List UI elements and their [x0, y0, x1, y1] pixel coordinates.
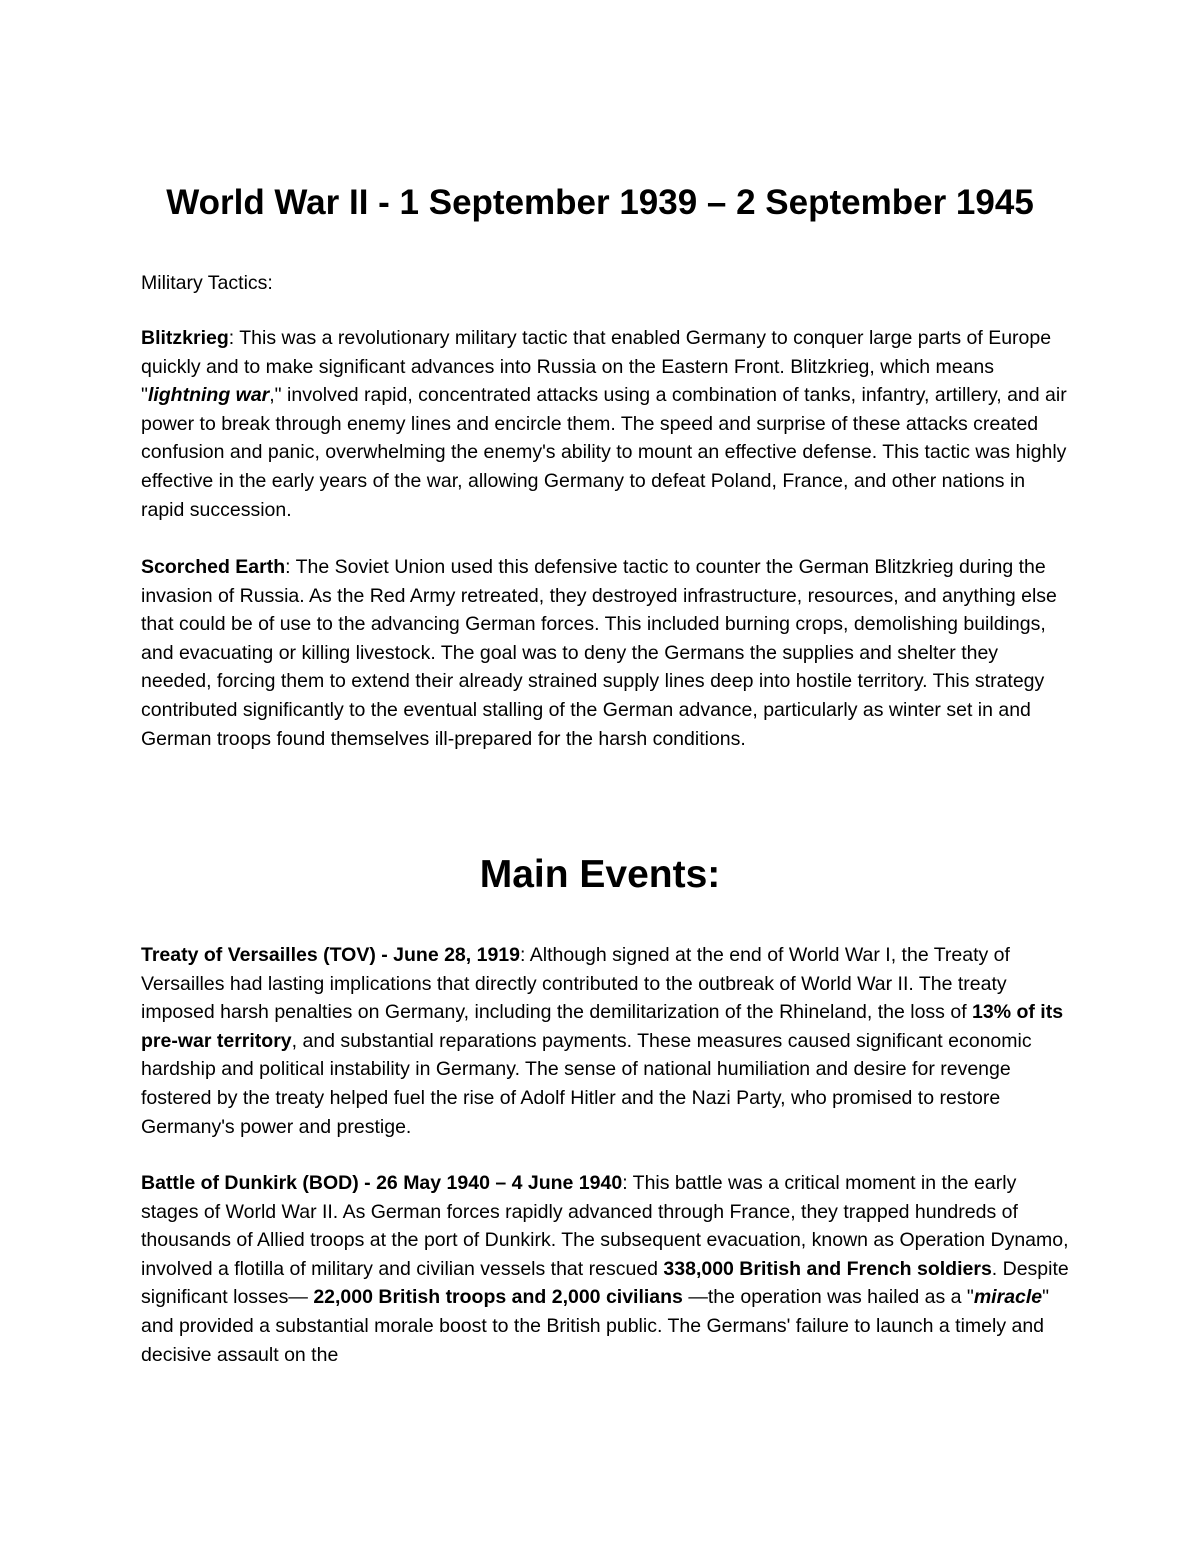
bod-text-4: " and provided a substantial morale boost to the British public. The Germans' failure to launch a timely and decisive assault on the — [141, 1286, 1050, 1366]
tov-bold-1: 13% of its pre-war territory — [141, 1001, 1064, 1052]
bod-bold-1: 338,000 British and French soldiers — [663, 1257, 992, 1280]
bod-text-3: —the operation was hailed as a " — [682, 1286, 974, 1309]
battle-of-dunkirk-paragraph — [141, 1169, 1071, 1369]
military-tactics-label: Military Tactics: — [141, 272, 273, 294]
blitzkrieg-text-2: ," involved rapid, concentrated attacks using a combination of tanks, infantry, artillery, and air power to break through enemy lines and encircle them. The speed and surprise of these attacks created confusion and panic, overwhelming the enemy's ability to mount an effective defense. This tactic was highly effective in the early years of the war, allowing Germany to defeat Poland, France, and other nations in rapid succession. — [141, 384, 1067, 521]
treaty-of-versailles-paragraph — [141, 941, 1071, 1141]
blitzkrieg-text-1: : This was a revolutionary military tactic that enabled Germany to conquer large parts of Europe quickly and to make significant advances into Russia on the Eastern Front. Blitzkrieg, which means " — [141, 327, 1052, 407]
scorched-earth-term: Scorched Earth — [141, 556, 286, 578]
blitzkrieg-term: Blitzkrieg — [141, 327, 229, 349]
bod-emphasis: miracle — [973, 1286, 1043, 1309]
scorched-earth-paragraph — [141, 553, 1071, 753]
scorched-earth-text: : The Soviet Union used this defensive tactic to counter the German Blitzkrieg during the invasion of Russia. As the Red Army retreated, they destroyed infrastructure, resources, and anything else that could be of use to the advancing German forces. This included burning crops, demolishing buildings, and evacuating or killing livestock. The goal was to deny the Germans the supplies and shelter they needed, forcing them to extend their already strained supply lines deep into hostile territory. This strategy contributed significantly to the eventual stalling of the German advance, particularly as winter set in and German troops found themselves ill-prepared for the harsh conditions. — [141, 556, 1057, 750]
tov-text-2: , and substantial reparations payments. These measures caused significant economic hardship and political instability in Germany. The sense of national humiliation and desire for revenge fostered by the treaty helped fuel the rise of Adolf Hitler and the Nazi Party, who promised to restore Germany's power and prestige. — [141, 1029, 1032, 1138]
tov-term: Treaty of Versailles (TOV) - June 28, 1919 — [141, 944, 520, 966]
tov-text-1: : Although signed at the end of World War I, the Treaty of Versailles had lasting implications that directly contributed to the outbreak of World War II. The treaty imposed harsh penalties on Germany, including the demilitarization of the Rhineland, the loss of — [141, 944, 1010, 1024]
bod-text-2: . Despite significant losses— — [141, 1257, 1069, 1309]
main-events-heading: Main Events: — [479, 853, 721, 896]
blitzkrieg-paragraph — [141, 324, 1071, 524]
bod-text-1: : This battle was a critical moment in the early stages of World War II. As German forces rapidly advanced through France, they trapped hundreds of thousands of Allied troops at the port of Dunkirk. The subsequent evacuation, known as Operation Dynamo, involved a flotilla of military and civilian vessels that rescued — [141, 1172, 1069, 1280]
bod-bold-2: 22,000 British troops and 2,000 civilians — [313, 1286, 683, 1309]
document-title: World War II - 1 September 1939 – 2 September 1945 — [166, 183, 1034, 222]
bod-term: Battle of Dunkirk (BOD) - 26 May 1940 – 4 June 1940 — [141, 1172, 623, 1194]
blitzkrieg-emphasis: lightning war — [147, 384, 270, 407]
